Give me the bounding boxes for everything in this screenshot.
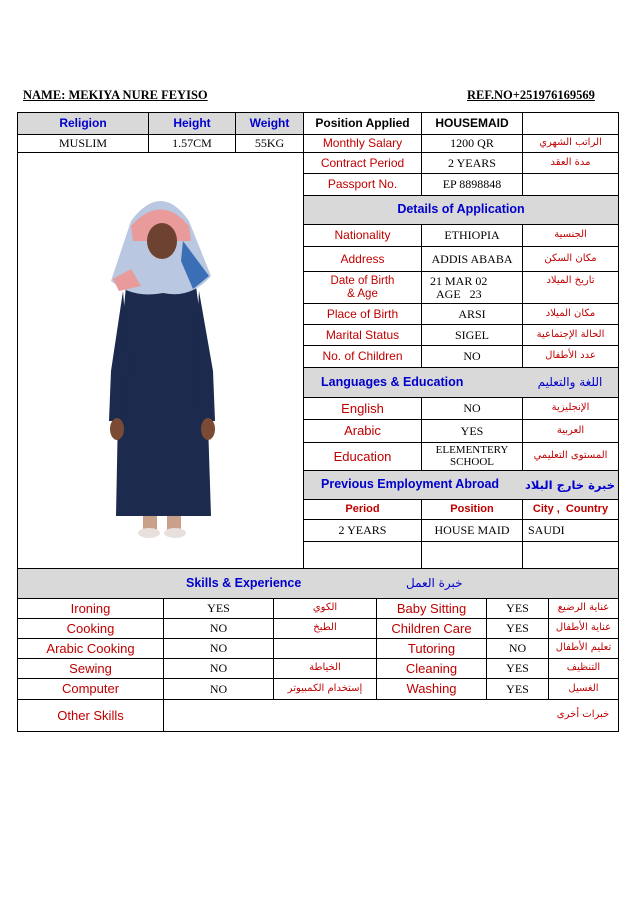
period-header: Period [303, 499, 421, 519]
nationality-arabic: الجنسية [522, 224, 618, 246]
skills-header-row [18, 568, 618, 598]
employment-position: HOUSE MAID [421, 519, 522, 541]
city-country-header: City , Country [522, 499, 618, 519]
skill-label: Washing [376, 678, 486, 699]
address-arabic: مكان السكن [522, 246, 618, 271]
employment-section-title: Previous Employment Abroad [303, 470, 522, 499]
other-skills-value [163, 699, 548, 731]
skill-arabic: عناية الرضيع [548, 598, 618, 618]
position-header: Position [421, 499, 522, 519]
education-value-cell [421, 442, 522, 470]
arabic-value: YES [421, 419, 522, 442]
skill-label: Children Care [376, 618, 486, 638]
skill-arabic: عناية الأطفال [548, 618, 618, 638]
empty-cell [421, 541, 522, 568]
photo-abaya [116, 286, 211, 516]
languages-arabic-title: اللغة والتعليم [522, 367, 618, 397]
contract-period-label: Contract Period [303, 152, 421, 173]
monthly-salary-arabic: الراتب الشهري [522, 134, 618, 152]
skill-arabic: الغسيل [548, 678, 618, 699]
arabic-arabic: العربية [522, 419, 618, 442]
dob-value: 21 MAR 02 [430, 273, 488, 288]
english-value: NO [421, 397, 522, 419]
nationality-value: ETHIOPIA [421, 224, 522, 246]
height-value: 1.57CM [148, 134, 235, 152]
english-arabic: الإنجليزية [522, 397, 618, 419]
skill-label: Baby Sitting [376, 598, 486, 618]
contract-period-arabic: مدة العقد [522, 152, 618, 173]
education-value: ELEMENTERY [435, 443, 509, 456]
applicant-photo [71, 181, 251, 541]
skill-label: Tutoring [376, 638, 486, 658]
dob-arabic: تاريخ الميلاد [522, 271, 618, 303]
skill-arabic: التنظيف [548, 658, 618, 678]
photo-frame [18, 152, 303, 568]
photo-hand [201, 418, 215, 440]
skill-label: Sewing [18, 658, 163, 678]
education-value-2: SCHOOL [449, 455, 494, 468]
birthplace-value: ARSI [421, 303, 522, 324]
skill-label: Computer [18, 678, 163, 699]
position-applied-value: HOUSEMAID [421, 113, 522, 134]
skill-value: NO [163, 618, 273, 638]
marital-status-arabic: الحالة الإجتماعية [522, 324, 618, 345]
religion-header: Religion [18, 113, 148, 134]
monthly-salary-label: Monthly Salary [303, 134, 421, 152]
skill-arabic: إستخدام الكمبيوتر [273, 678, 376, 699]
skill-label: Ironing [18, 598, 163, 618]
empty-cell [522, 113, 618, 134]
skill-arabic: الخياطة [273, 658, 376, 678]
languages-section-title: Languages & Education [303, 367, 522, 397]
passport-label: Passport No. [303, 173, 421, 195]
skill-arabic: تعليم الأطفال [548, 638, 618, 658]
photo-hand [110, 418, 124, 440]
education-arabic: المستوى التعليمي [522, 442, 618, 470]
birthplace-arabic: مكان الميلاد [522, 303, 618, 324]
arabic-label: Arabic [303, 419, 421, 442]
cv-table [17, 112, 619, 732]
skill-label: Arabic Cooking [18, 638, 163, 658]
height-header: Height [148, 113, 235, 134]
birthplace-label: Place of Birth [303, 303, 421, 324]
photo-shoe [138, 528, 160, 538]
skill-arabic [273, 638, 376, 658]
skill-value: YES [486, 678, 548, 699]
english-label: English [303, 397, 421, 419]
skills-section-title: Skills & Experience [186, 575, 302, 590]
reference-number: REF.NO+251976169569 [467, 88, 595, 102]
religion-value: MUSLIM [18, 134, 148, 152]
other-skills-arabic: خبرات أخرى [548, 699, 618, 731]
skill-value: YES [163, 598, 273, 618]
skill-arabic: الكوي [273, 598, 376, 618]
age-value: AGE 23 [436, 286, 482, 301]
age-label: & Age [347, 287, 378, 300]
skill-value: YES [486, 658, 548, 678]
skill-value: NO [163, 658, 273, 678]
skill-value: YES [486, 618, 548, 638]
education-label: Education [303, 442, 421, 470]
empty-cell [522, 541, 618, 568]
skill-value: YES [486, 598, 548, 618]
weight-value: 55KG [235, 134, 303, 152]
details-section-title: Details of Application [303, 195, 618, 224]
skill-label: Cooking [18, 618, 163, 638]
dob-value-cell [421, 271, 522, 303]
photo-shoe [164, 528, 186, 538]
photo-face [147, 223, 177, 259]
monthly-salary-value: 1200 QR [421, 134, 522, 152]
skill-label: Cleaning [376, 658, 486, 678]
marital-status-value: SIGEL [421, 324, 522, 345]
skill-value: NO [163, 638, 273, 658]
marital-status-label: Marital Status [303, 324, 421, 345]
passport-arabic [522, 173, 618, 195]
employment-period: 2 YEARS [303, 519, 421, 541]
skills-arabic-title: خبرة العمل [406, 576, 463, 591]
nationality-label: Nationality [303, 224, 421, 246]
skill-arabic: الطبخ [273, 618, 376, 638]
passport-value: EP 8898848 [421, 173, 522, 195]
children-value: NO [421, 345, 522, 367]
dob-label-cell [303, 271, 421, 303]
applicant-name: NAME: MEKIYA NURE FEYISO [23, 88, 208, 102]
contract-period-value: 2 YEARS [421, 152, 522, 173]
skill-value: NO [486, 638, 548, 658]
dob-label: Date of Birth [330, 275, 395, 288]
position-applied-label: Position Applied [303, 113, 421, 134]
empty-cell [303, 541, 421, 568]
children-arabic: عدد الأطفال [522, 345, 618, 367]
children-label: No. of Children [303, 345, 421, 367]
employment-arabic-title: خبرة خارج البلاد [522, 470, 618, 499]
address-label: Address [303, 246, 421, 271]
address-value: ADDIS ABABA [421, 246, 522, 271]
skill-value: NO [163, 678, 273, 699]
other-skills-label: Other Skills [18, 699, 163, 731]
weight-header: Weight [235, 113, 303, 134]
employment-place: SAUDI [522, 519, 618, 541]
